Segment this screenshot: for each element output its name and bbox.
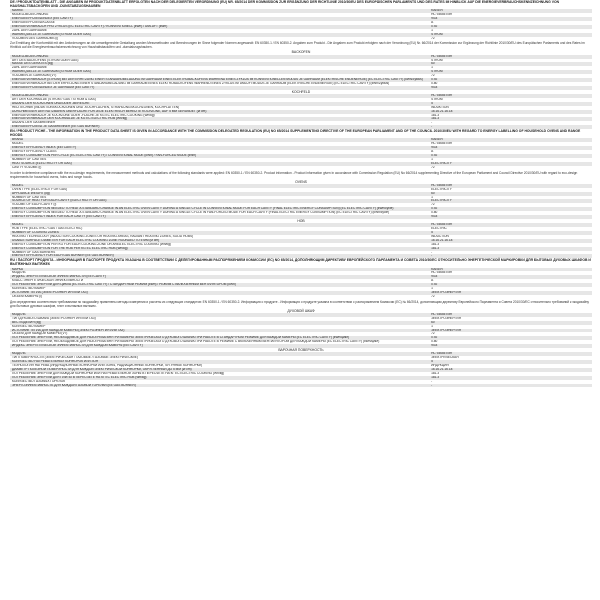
spec-label: МОДЕЛЬ bbox=[12, 271, 26, 275]
section-subheading: OVENS bbox=[295, 179, 307, 184]
spec-value: 72 bbox=[431, 332, 435, 336]
spec-value: 0.92 bbox=[423, 207, 592, 211]
spec-label: WÄRMEQUELLE JE GARRAUM (STROM ODER GAS) bbox=[10, 33, 423, 37]
spec-label: МОДЕЛЬ bbox=[10, 352, 423, 356]
spec-value: INDUCTION bbox=[431, 234, 449, 238]
spec-value: - bbox=[431, 379, 433, 383]
spec-value: 0.92 bbox=[423, 78, 592, 82]
spec-label: КОЛИЧЕСТВО КАМЕР bbox=[12, 324, 46, 328]
spec-label: ИСТОЧНИК ТЕПЛА (ЭЛЕКТРОЭНЕРГИЯ ИЛИ ГАЗ) bbox=[10, 291, 423, 295]
spec-value: 5 bbox=[423, 360, 592, 364]
spec-value: HC 93655 EIm bbox=[423, 55, 592, 59]
spec-label: ENERGIEVERBRAUCH BEI DER ERHITZUNG EINER STANDARDBELADUNG IM GARRAUM EINES ELEKTROBACKOFENS WÄHREND EINES ZYKLUS IM UMLUFTMODUS JE GARRAUM (ELEKTRISCHE ENDENERGIE) (EC ELECTRIC CAVITY) (kWh/Zyklus) bbox=[12, 81, 390, 85]
spec-label: ENERGY EFFICIENCY CLASS bbox=[12, 150, 57, 154]
spec-table bbox=[10, 138, 592, 169]
spec-label: ЭНЕРГОЭФФЕКТИВНОСТЬ ДЛЯ КАЖДОЙ ГАЗОВОЙ ГОРЕЛКИ (EE GAS BURNER) bbox=[10, 384, 423, 388]
fiche-section bbox=[10, 184, 592, 223]
spec-value: HC 93655 EIm bbox=[423, 223, 592, 227]
spec-value: 72 bbox=[431, 165, 435, 169]
spec-label: MODELLBEZEICHNUNG bbox=[10, 55, 423, 59]
spec-label: ПОТРЕБЛЕНИЕ ЭНЕРГИИ ДЛЯ КАЖДОЙ КОНФОРКИ ИЛИ НАГРЕВАТЕЛЬНОЙ ЗОНЫ В ПЕРЕСЧЕТЕ НА КГ EC ELECTRIC COOKING (Wh/kg) bbox=[12, 371, 225, 375]
spec-value: 60 bbox=[423, 321, 592, 325]
spec-label: ТИП ДУХОВОГО ШКАФА (ЭЛЕКТРОЭНЕРГИЯ ИЛИ ГАЗ) bbox=[12, 316, 96, 320]
spec-value: 0.80 bbox=[431, 211, 438, 215]
spec-value: 0.92 bbox=[423, 336, 592, 340]
spec-value: A bbox=[431, 20, 434, 24]
section-subheading: KOCHFELD bbox=[291, 89, 311, 94]
spec-label: ENERGY CONSUMPTION PER KG FOR EACH COOKING ZONE OR AREA EC ELECTRIC COOKING (Wh/kg) bbox=[12, 242, 171, 246]
spec-value: ЭЛЕКТРОЭНЕРГИЯ bbox=[423, 291, 592, 295]
spec-label: ПОТРЕБЛЕНИЕ ЭНЕРГИИ ДЛЯ ЦИКЛА (EC ELECTRIC CAVITY) / СТАНДАРТНЫЙ РЕЖИМ (kWh) / РЕЖИМ С ВКЛЮЧЕННЫМ ВЕНТИЛЯТОРОМ (kWh) bbox=[10, 283, 423, 287]
spec-value: HC 93655 EIm bbox=[423, 313, 592, 317]
spec-value: ЭЛЕКТРОЭНЕРГИЯ bbox=[423, 329, 592, 333]
spec-value: 94.8 bbox=[423, 86, 592, 90]
spec-value: 0.92 bbox=[423, 283, 592, 287]
spec-value: 72 bbox=[431, 74, 435, 78]
spec-label: DURCHMESSER DER NUTZBAREN OBERFLÄCHE FÜR JEDE ELEKTRISCH BEHEIZTE KOCHZONE, AUF 5 MM GERUNDET (Ø cm) bbox=[10, 110, 423, 114]
spec-label: ENERGY CONSUMPTION NEEDED TO HEAT A STANDARD CHANGE IN AN ELECTRIC OVEN CAVITY DURING A SINGLE CYCLE IN CONVENTIONAL MODE FOR EACH CAVITY (FINAL ELECTRIC ENERGY CONSUMPTION) (EC ELECTRIC CAVITY) (kWh/cycle) bbox=[10, 207, 423, 211]
spec-value: 181.3 bbox=[431, 242, 440, 246]
spec-table bbox=[10, 94, 592, 129]
spec-value: KAISER bbox=[423, 268, 592, 272]
spec-row bbox=[10, 37, 592, 41]
spec-value: 1 bbox=[431, 195, 433, 199]
spec-label: MASSE DES GERÄTES (kg) bbox=[10, 62, 423, 66]
spec-label: USABLE SURFACE DIAMETER FOR EACH ELECTRIC COOKING ZONE ROUNDED TO 5 MM (Ø cm) bbox=[10, 239, 423, 243]
spec-label: КОЛИЧЕСТВО ГАЗОВЫХ ГОРЕЛОК bbox=[12, 379, 66, 383]
fiche-section bbox=[10, 55, 592, 94]
section-subheading: BACKOFEN bbox=[291, 50, 311, 55]
spec-value: ИНДУКЦИЯ bbox=[431, 364, 449, 368]
section-subheading: ДУХОВОЙ ШКАФ bbox=[287, 308, 315, 313]
spec-value: 1 bbox=[431, 324, 433, 328]
spec-label: ТЕХНОЛОГИЯ НАГРЕВА (ИНДУКЦИОННЫЕ КОНФОРКИ ИЛИ ЗОНЫ, РАДИАЦИОННЫЕ КОНФОРКИ, ЧУГУННЫЕ КОНФОРКИ) bbox=[12, 364, 202, 368]
spec-value: 0.80 bbox=[431, 81, 438, 85]
spec-label: HEIZTECHNIK (INDUKTIONSKOCHZONEN UND -KOCHFLÄCHEN, STRAHLUNGSKOCHZONEN, KOCHPLATTEN) bbox=[12, 105, 180, 109]
spec-value: 1 bbox=[431, 157, 433, 161]
spec-label: ANZAHL DER GASBRENNER bbox=[12, 121, 56, 125]
spec-label: HEATING TECHNOLOGY (INDUCTION COOKING ZONES OR HEATING AREAS, RADIANT HEATING ZONES, SOLID HOBS) bbox=[12, 234, 194, 238]
spec-value: KAISER bbox=[423, 9, 592, 13]
spec-label: NUMBER OF COOKING ZONES bbox=[10, 231, 423, 235]
spec-label: APPLIANCE WEIGHT (kg) bbox=[10, 192, 423, 196]
section-heading: RU / ПАСПОРТ ПРОДУКТА - ИНФОРМАЦИЯ В ПАСПОРТЕ ПРОДУКТА УКАЗАНА В СООТВЕТСТВИИ С ДЕЛЕГИРОВАННЫМ РАСПОРЯЖЕНИЕМ КОМИССИИ (ЕС) NO 65/2014, ДОПОЛНЯЮЩИМ ДИРЕКТИВУ ЕВРОПЕЙСКОГО ПАРЛАМЕНТА И СОВЕТА 2010/30/ЕС ОТНОСИТЕЛЬНО ЭНЕРГЕТИЧЕСКОЙ МАРКИРОВКИ ДЛЯ БЫТОВЫХ ДУХОВЫХ ШКАФОВ И ВЫТЯЖНЫХ ВЫТЯЖЕК bbox=[10, 258, 591, 267]
spec-value: 5 bbox=[423, 102, 592, 106]
spec-label: ANZAHL DER KOCHZONEN UND/ODER -BEREICHE bbox=[10, 102, 423, 106]
spec-label: ENERGIEVERBRAUCH PRO ZYKLUS (EC ELECTRIC CAVITY) / KONVENTIONELL (kWh) / UMLUFT (kWh) bbox=[10, 25, 423, 29]
spec-label: NUMBER OF CAVITIES bbox=[12, 157, 47, 161]
spec-label: КОЛИЧЕСТВО КАМЕР bbox=[12, 287, 46, 291]
spec-value: 1 bbox=[431, 66, 433, 70]
spec-value: 5 bbox=[423, 231, 592, 235]
spec-label: VOLUMEN JE GARRAUM (V l) bbox=[12, 74, 57, 78]
spec-label: ENERGY CONSUMPTION PER CYCLE (EC ELECTRIC CAVITY) / CONVENTIONAL MODE (kWh) / FAN-FORCED MODE (kWh) bbox=[10, 154, 423, 158]
spec-value: ELECTRICITY bbox=[431, 187, 452, 191]
spec-value: 181.3 bbox=[423, 247, 592, 251]
spec-value: A bbox=[431, 150, 434, 154]
spec-value: ЭЛЕКТРИЧЕСКАЯ bbox=[431, 356, 459, 360]
spec-value: ЭЛЕКТРОЭНЕРГИЯ bbox=[431, 316, 461, 320]
spec-value: 16.16.21.16.18 bbox=[423, 239, 592, 243]
spec-value: 94.8 bbox=[423, 215, 592, 219]
fiche-section bbox=[10, 223, 592, 258]
spec-label: ENERGY EFFICIENCY INDEX (EEI CAVITY) bbox=[10, 146, 423, 150]
spec-label: MODEL bbox=[12, 142, 24, 146]
spec-label: SOURCE OF HEAT FOR EACH CAVITY (ELECTRICITY OR GAS) bbox=[10, 199, 423, 203]
spec-value: 72 bbox=[431, 294, 435, 298]
spec-label: MODELLBEZEICHNUNG bbox=[10, 94, 423, 98]
spec-value: 72 bbox=[431, 36, 435, 40]
spec-label: ENERGIEEFFIZIENZINDEX JE GARRAUM (EEI CAVITY) bbox=[10, 86, 423, 90]
spec-value: STROM bbox=[423, 33, 592, 37]
spec-label: МАРКА bbox=[10, 268, 423, 272]
spec-label: HOB TYPE (ELECTRIC / GAS / GAS ELECTRIC) bbox=[12, 227, 83, 231]
spec-label: OVEN TYPE (ELECTRICITY OR GAS) bbox=[12, 187, 68, 191]
spec-label: NUMBER OF CAVITIES bbox=[12, 195, 47, 199]
spec-label: ИНДЕКС ЭНЕРГЕТИЧЕСКОЙ ЭФФЕКТИВНОСТИ ДЛЯ КАЖДОЙ КАМЕРЫ (EEI CAVITY) bbox=[10, 344, 423, 348]
spec-label: ИНДЕКС ЭНЕРГЕТИЧЕСКОЙ ЭФФЕКТИВНОСТИ (EEI CAVITY) bbox=[10, 275, 423, 279]
spec-value: HC 93655 EIm bbox=[423, 94, 592, 98]
spec-value: 94.8 bbox=[423, 275, 592, 279]
fiche-section bbox=[10, 258, 592, 313]
spec-label: МОДЕЛЬ bbox=[10, 313, 423, 317]
spec-value: ELECTRICITY bbox=[423, 162, 592, 166]
spec-value: ELECTRIC bbox=[431, 227, 447, 231]
spec-label: HEAT SOURCE (ELECTRICITY OR GAS) bbox=[10, 162, 423, 166]
spec-row bbox=[10, 166, 592, 170]
spec-value: 181.3 bbox=[431, 371, 440, 375]
fiche-section bbox=[10, 352, 592, 387]
spec-label: ENERGIEVERBRAUCH JE KOCHZONE ODER -FLÄCHE JE KG EC ELECTRIC COOKING (Wh/kg) bbox=[12, 113, 155, 117]
fiche-section bbox=[10, 0, 592, 55]
spec-table bbox=[10, 268, 592, 299]
spec-label: ENERGY EFFICIENCY INDEX FOR EACH CAVITY (EEI CAVITY) bbox=[10, 215, 423, 219]
fiche-section bbox=[10, 313, 592, 352]
spec-value: 0.92 bbox=[423, 154, 592, 158]
spec-value: 181.3 bbox=[423, 376, 592, 380]
spec-table bbox=[10, 184, 592, 219]
spec-label: ENERGIEVERBRAUCH DER KOCHMULDE JE KG EC ELECTRIC HOB (Wh/kg) bbox=[10, 117, 423, 121]
spec-label: ENERGY EFFICIENCY FOR EACH GAS BURNER (EE GAS BURNER) bbox=[10, 254, 423, 258]
spec-table bbox=[10, 352, 592, 387]
spec-value: - bbox=[423, 125, 592, 129]
spec-label: MODEL bbox=[10, 223, 423, 227]
compliance-note: Zur Ermittlung der Konformität mit den Anforderungen an die umweltgerechte Gestaltung wurden Messmethoden und Berechnungen im Sinne folgender Normen angewandt: EN 60350-1 / EN 60350-2. Angaben zum Produkt - Die Angaben zum Produkt erfolgten nach der Verordnung (EU) Nr. 66/2014 der Kommission zur Ergänzung der Richtlinie 2010/30/EU des Europäischen Parlaments und des Rates im Hinblick auf die Energieverbrauchskennzeichnung von Haushaltsbacköfen und -dunstabzugshauben. bbox=[10, 41, 585, 50]
spec-label: MARKE bbox=[10, 9, 423, 13]
spec-value: 181.3 bbox=[423, 117, 592, 121]
spec-label: ART DER KOCHMULDE (STROM / GAS / STROM & GAS) bbox=[12, 97, 96, 101]
spec-table bbox=[10, 223, 592, 258]
fiche-section bbox=[10, 94, 592, 129]
spec-label: VOLUMEN DES GARRAUMS (l) bbox=[12, 36, 59, 40]
spec-value: HC 93655 EIm bbox=[431, 271, 452, 275]
spec-value: 0.92 bbox=[423, 25, 592, 29]
spec-label: ОБЪЕМ КАМЕРЫ (l) bbox=[12, 294, 43, 298]
spec-row bbox=[10, 295, 592, 299]
spec-label: ENERGIEEFFIZIENZ JE GASBRENNER (EE GAS BURNER) bbox=[10, 125, 423, 129]
spec-label: КЛАСС ЭНЕРГЕТИЧЕСКОЙ ЭФФЕКТИВНОСТИ bbox=[12, 279, 84, 283]
spec-value: HC 93655 EIm bbox=[431, 142, 452, 146]
spec-label: ИСТОЧНИК ТЕПЛА ДЛЯ КАЖДОЙ КАМЕРЫ (ЭЛЕКТРОЭНЕРГИЯ ИЛИ ГАЗ) bbox=[10, 329, 423, 333]
spec-value: 0.80 bbox=[431, 340, 438, 344]
spec-value: 94.8 bbox=[423, 17, 592, 21]
spec-value: HC 93655 EIm bbox=[423, 184, 592, 188]
section-subheading: HOB bbox=[297, 218, 305, 223]
spec-label: ENERGIEEFFIZIENZINDEX (EEI CAVITY) bbox=[10, 17, 423, 21]
spec-label: ТИП ПОВЕРХНОСТИ (ЭЛЕКТРИЧЕСКАЯ / ГАЗОВЫЕ / ГАЗОВЫЕ ЭЛЕКТРИЧЕСКИЕ) bbox=[12, 356, 138, 360]
spec-label: MODEL bbox=[10, 184, 423, 188]
spec-value: 60 bbox=[423, 62, 592, 66]
spec-label: CAVITY VOLUME (l) bbox=[12, 165, 42, 169]
spec-label: ВЕС ИЗДЕЛИЯ (kg) bbox=[10, 321, 423, 325]
spec-label: КОЛИЧЕСТВО НАГРЕВАТЕЛЬНЫХ КОНФОРОК ИЛИ ЗОН bbox=[10, 360, 423, 364]
spec-label: MODELLBEZEICHNUNG bbox=[12, 13, 49, 17]
spec-value: STROM bbox=[423, 70, 592, 74]
spec-value: 16.16.21.16.18 bbox=[423, 368, 592, 372]
spec-table bbox=[10, 9, 592, 40]
spec-label: ПОТРЕБЛЕНИЕ ЭНЕРГИИ, НЕОБХОДИМОЕ ДЛЯ РАЗОГРЕВА ВНУТРИ КАМЕРЫ ЭЛЕКТРИЧЕСКОГО ДУХОВОГО ШКАФА ПРИ РАБОТЕ В СТАНДАРТНОМ РЕЖИМЕ ДЛЯ КАЖДОЙ КАМЕРЫ (EC ELECTRIC CAVITY) (kWh/цикл) bbox=[10, 336, 423, 340]
spec-value: STROM bbox=[431, 58, 443, 62]
spec-value: 94.8 bbox=[423, 344, 592, 348]
spec-value: - bbox=[423, 384, 592, 388]
section-heading: DE / PRODUKTDATENBLATT - DIE ANGABEN IM PRODUKTDATENBLATT ERFOLGTEN NACH DER DELEGIERTEN VERORDNUNG (EU) NR. 65/2014 DER KOMMISSION ZUR ERGÄNZUNG DER RICHTLINIE 2010/30/EU DES EUROPÄISCHEN PARLAMENTS UND DES RATES IM HINBLICK AUF DIE ENERGIEVERBRAUCHSKENNZEICHNUNG VON HAUSHALTSBACKÖFEN UND -DUNSTABZUGSHAUBEN bbox=[10, 0, 560, 9]
spec-value: KAISER bbox=[423, 138, 592, 142]
spec-value: - bbox=[423, 254, 592, 258]
spec-value: 16.16.21.16.18 bbox=[423, 110, 592, 114]
spec-label: ENERGY CONSUMPTION FOR THE HOB PER KG EC ELECTRIC HOB (Wh/kg) bbox=[10, 247, 423, 251]
spec-value: HC 93655 EIm bbox=[423, 352, 592, 356]
spec-value: - bbox=[431, 250, 433, 254]
spec-label: WÄRMEQUELLE JE GARRAUM (STROM ODER GAS) bbox=[10, 70, 423, 74]
spec-value: 1 bbox=[431, 28, 433, 32]
spec-label: VOLUME OF EACH CAVITY (l) bbox=[12, 203, 57, 207]
spec-value: HC 93655 EIm bbox=[431, 13, 452, 17]
compliance-note: Для определения соответствия требованиям по экодизайну применены методы измерения и расчеты из следующих стандартов: EN 60350-1 / EN 60350-2. Информация о продукте - Информация о продукте указана в соответствии с распоряжением Комиссии (ЕС) № 66/2014, дополняющим директиву Европейского Парламента и Совета 2010/30/ЕС относительно требований к экодизайну для бытовых духовых шкафов, плит и вытяжных вытяжек. bbox=[10, 299, 590, 308]
spec-label: ENERGY CONSUMPTION NEEDED TO HEAT A STANDARD CHANGE IN AN ELECTRIC OVEN CAVITY DURING A SINGLE CYCLE IN FAN-FORCED MODE FOR EACH CAVITY (FINAL ELECTRIC ENERGY CONSUMPTION) (EC ELECTRIC CAVITY) (kWh/cycle) bbox=[12, 211, 390, 215]
compliance-note: In order to determine compliance with the eco-design requirements, the measurement methods and calculations of the following standards were applied: EN 60350-1 / EN 60350-2. Product information - Product information given in accordance with Commission Regulation (EU) No 66/2014 supplementing Directive of the European Parliament and Council Directive 2010/30/EU with regard to eco-design requirements for household ovens, hobs and range hoods. bbox=[10, 170, 578, 179]
spec-value: 181.3 bbox=[431, 113, 440, 117]
spec-label: ENERGIEEFFIZIENZKLASSE bbox=[12, 20, 55, 24]
spec-value: STROM bbox=[431, 97, 443, 101]
spec-label: ПОТРЕБЛЕНИЕ ЭНЕРГИИ ДЛЯ ПЛИТЫ В ПЕРЕСЧЕТЕ НА КГ EC ELECTRIC HOB (Wh/kg) bbox=[10, 376, 423, 380]
spec-value: 94.8 bbox=[423, 146, 592, 150]
spec-label: ДИАМЕТР ПОЛЕЗНОЙ ПОВЕРХНОСТИ ДЛЯ КАЖДОЙ ЭЛЕКТРИЧЕСКОЙ КОНФОРКИ, ОКРУГЛЕННЫЙ ДО 5 ММ (Ø cm) bbox=[10, 368, 423, 372]
section-heading: EN / PRODUCT FICHE - THE INFORMATION IN THE PRODUCT DATA SHEET IS GIVEN IN ACCORDANCE WITH THE COMMISSION DELEGATED REGULATION (EU) NO 65/2014 SUPPLEMENTING DIRECTIVE OF THE EUROPEAN PARLIAMENT AND OF THE COUNCIL 2010/30/EU WITH REGARD TO ENERGY LABELLING OF HOUSEHOLD OVENS AND RANGE HOODS bbox=[10, 129, 581, 138]
spec-label: ПОТРЕБЛЕНИЕ ЭНЕРГИИ, НЕОБХОДИМОЕ ДЛЯ РАЗОГРЕВА ВНУТРИ КАМЕРЫ ЭЛЕКТРИЧЕСКОГО ДУХОВОГО ШКАФА ПРИ РАБОТЕ В РЕЖИМЕ С ВКЛЮЧЕННЫМ ВЕНТИЛЯТОРОМ ДЛЯ КАЖДОЙ КАМЕРЫ (EC ELECTRIC CAVITY) (kWh/цикл) bbox=[12, 340, 380, 344]
spec-value: 60 bbox=[423, 192, 592, 196]
spec-table bbox=[10, 313, 592, 348]
product-fiche-page bbox=[10, 0, 592, 600]
spec-label: ОБЪЕМ ДЛЯ КАЖДОЙ КАМЕРЫ (V l) bbox=[12, 332, 68, 336]
spec-value: - bbox=[431, 121, 433, 125]
spec-table bbox=[10, 55, 592, 90]
spec-label: ZAHL DER GARRÄUME bbox=[12, 66, 47, 70]
spec-value: 72 bbox=[431, 203, 435, 207]
spec-value: INDUKTION bbox=[431, 105, 449, 109]
spec-value: A bbox=[431, 279, 434, 283]
spec-label: ZAHL DER GARRÄUME bbox=[12, 28, 47, 32]
spec-label: NUMBER OF GAS BURNERS bbox=[12, 250, 56, 254]
fiche-section bbox=[10, 129, 592, 184]
spec-value: 1 bbox=[431, 287, 433, 291]
spec-label: ENERGIEVERBRAUCH (STROM) BEI DER ERHITZUNG EINER STANDARDBELADUNG IM GARRAUM EINES ELEKTROBACKOFENS WÄHREND EINES ZYKLUS IM KONVENTIONELLEN MODUS JE GARRAUM (ELEKTRISCHE ENDENERGIE) (EC ELECTRIC CAVITY) (kWh/Zyklus) bbox=[12, 78, 423, 82]
spec-label: ART DES BACKOFENS (STROM ODER GAS) bbox=[12, 58, 79, 62]
spec-row bbox=[10, 384, 592, 388]
section-subheading: ВАРОЧНАЯ ПОВЕРХНОСТЬ bbox=[278, 348, 324, 353]
spec-label: BRAND bbox=[10, 138, 423, 142]
spec-value: ELECTRICITY bbox=[423, 199, 592, 203]
